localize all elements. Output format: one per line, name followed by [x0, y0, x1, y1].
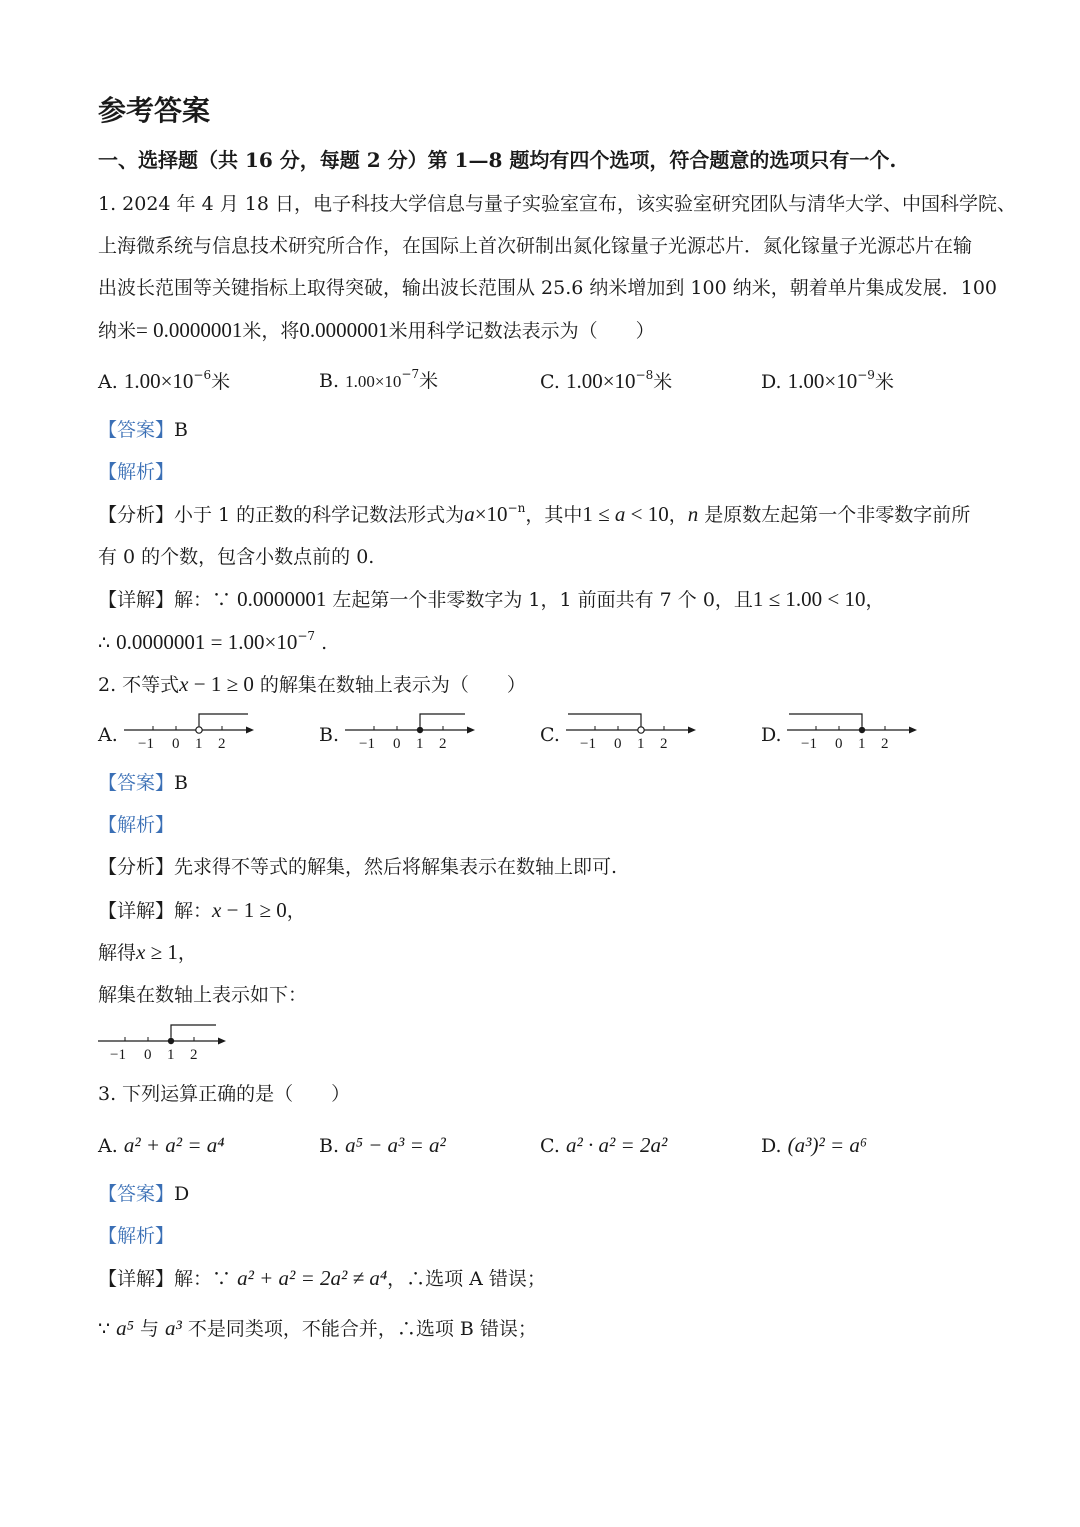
q2-option-d-number-line: [783, 708, 923, 752]
tick-label: 2: [660, 736, 668, 752]
q2-answer: [98, 771, 188, 795]
q3-option-d: D. (a³)² = a⁶: [761, 1133, 868, 1157]
answer-value: B: [174, 419, 188, 441]
tick-label: −1: [138, 736, 154, 752]
q1-stem-line-2: 上海微系统与信息技术研究所合作，在国际上首次研制出氮化镓量子光源芯片．氮化镓量子光源芯片在输: [98, 235, 973, 257]
tick-label: 2: [218, 736, 226, 752]
q1-number: 0.0000001: [299, 318, 389, 342]
q1-option-b: B. $1.00\times 10^{-7}$米: [319, 367, 439, 392]
q3-detail-line-2: ∵ a⁵ 与 a³ 不是同类项，不能合并，∴选项 B 错误；: [98, 1316, 537, 1340]
answer-value: B: [174, 772, 188, 794]
answer-label: 【答案】: [98, 419, 175, 441]
tick-label: 1: [858, 736, 866, 752]
q1-equation: = 0.0000001: [136, 318, 243, 342]
tick-label: 0: [614, 736, 622, 752]
q1-detail: 【详解】解：∵ 0.0000001 左起第一个非零数字为 1，1 前面共有 7 个 0，且1 ≤ 1.00 < 10，: [98, 587, 885, 611]
q3-stem: 3. 下列运算正确的是（ ）: [98, 1083, 351, 1105]
q1-fenxi-line-2: 有 0 的个数，包含小数点前的 0.: [98, 546, 375, 568]
tick-label: 0: [393, 736, 401, 752]
tick-label: 1: [167, 1047, 175, 1063]
q3-detail-line-1: 【详解】解：∵ a² + a² = 2a² ≠ a⁴，∴选项 A 错误；: [98, 1266, 546, 1290]
q2-fenxi: 【分析】先求得不等式的解集，然后将解集表示在数轴上即可.: [98, 856, 618, 878]
section-heading: 一、选择题（共 16 分，每题 2 分）第 1—8 题均有四个选项，符合题意的选项只有一个.: [98, 148, 897, 172]
q1-analysis-heading: [98, 460, 174, 484]
answer-label: 【答案】: [98, 772, 175, 794]
q1-stem-line-1: 1. 2024 年 4 月 18 日，电子科技大学信息与量子实验室宣布，该实验室研究团队与清华大学、中国科学院、: [98, 193, 1016, 215]
tick-label: 1: [637, 736, 645, 752]
q1-option-a: A. $1.00\times 10^{-6}$米: [98, 368, 231, 393]
q2-option-a-letter: A.: [98, 724, 118, 746]
q1-stem-line-4: 纳米= 0.0000001米，将0.0000001米用科学记数法表示为（ ）: [98, 318, 655, 342]
q1-conclusion: ∴ $0.0000001 = 1.00\times 10^{-7}$ .: [98, 629, 328, 654]
page-title: 参考答案: [98, 94, 211, 127]
q1-fenxi-line-1: 【分析】小于 1 的正数的科学记数法形式为$a\times 10^{-n}$，其中1 ≤ a < 10，n 是原数左起第一个非零数字前所: [98, 501, 971, 526]
tick-label: −1: [801, 736, 817, 752]
q1-stem-line-3: 出波长范围等关键指标上取得突破，输出波长范围从 25.6 纳米增加到 100 纳米，朝着单片集成发展．100: [98, 277, 997, 299]
tick-label: 0: [835, 736, 843, 752]
tick-label: −1: [110, 1047, 126, 1063]
q2-option-b-number-line: [341, 708, 481, 752]
q3-answer: [98, 1182, 189, 1206]
tick-label: 2: [190, 1047, 198, 1063]
tick-label: 2: [439, 736, 447, 752]
tick-label: 0: [144, 1047, 152, 1063]
q2-axis-text: 解集在数轴上表示如下：: [98, 984, 308, 1006]
tick-label: 1: [416, 736, 424, 752]
q3-option-c: C. a² · a² = 2a²: [540, 1133, 668, 1157]
analysis-label: 【解析】: [98, 1225, 175, 1247]
q2-option-b-letter: B.: [319, 724, 340, 746]
analysis-label: 【解析】: [98, 814, 175, 836]
q2-detail: 【详解】解：x − 1 ≥ 0，: [98, 898, 306, 922]
tick-label: −1: [580, 736, 596, 752]
answer-label: 【答案】: [98, 1183, 175, 1205]
q1-answer: [98, 418, 188, 442]
q1-option-d: D. $1.00\times 10^{-9}$米: [761, 368, 894, 393]
q2-solution-number-line: [94, 1019, 234, 1063]
tick-label: 2: [881, 736, 889, 752]
q3-option-b: B. a⁵ − a³ = a²: [319, 1133, 446, 1157]
q2-option-c-number-line: [562, 708, 702, 752]
q1-option-c: C. $1.00\times 10^{-8}$米: [540, 368, 673, 393]
q2-stem: 2. 不等式x − 1 ≥ 0 的解集在数轴上表示为（ ）: [98, 672, 526, 696]
tick-label: −1: [359, 736, 375, 752]
tick-label: 1: [195, 736, 203, 752]
analysis-label: 【解析】: [98, 461, 175, 483]
q2-option-a-number-line: [120, 708, 260, 752]
q3-option-a: A. a² + a² = a⁴: [98, 1133, 225, 1157]
answer-value: D: [174, 1183, 190, 1205]
q3-analysis-heading: [98, 1224, 174, 1248]
q2-analysis-heading: [98, 813, 174, 837]
tick-label: 0: [172, 736, 180, 752]
q2-option-c-letter: C.: [540, 724, 560, 746]
q2-option-d-letter: D.: [761, 724, 782, 746]
q2-solve: 解得x ≥ 1，: [98, 940, 197, 964]
